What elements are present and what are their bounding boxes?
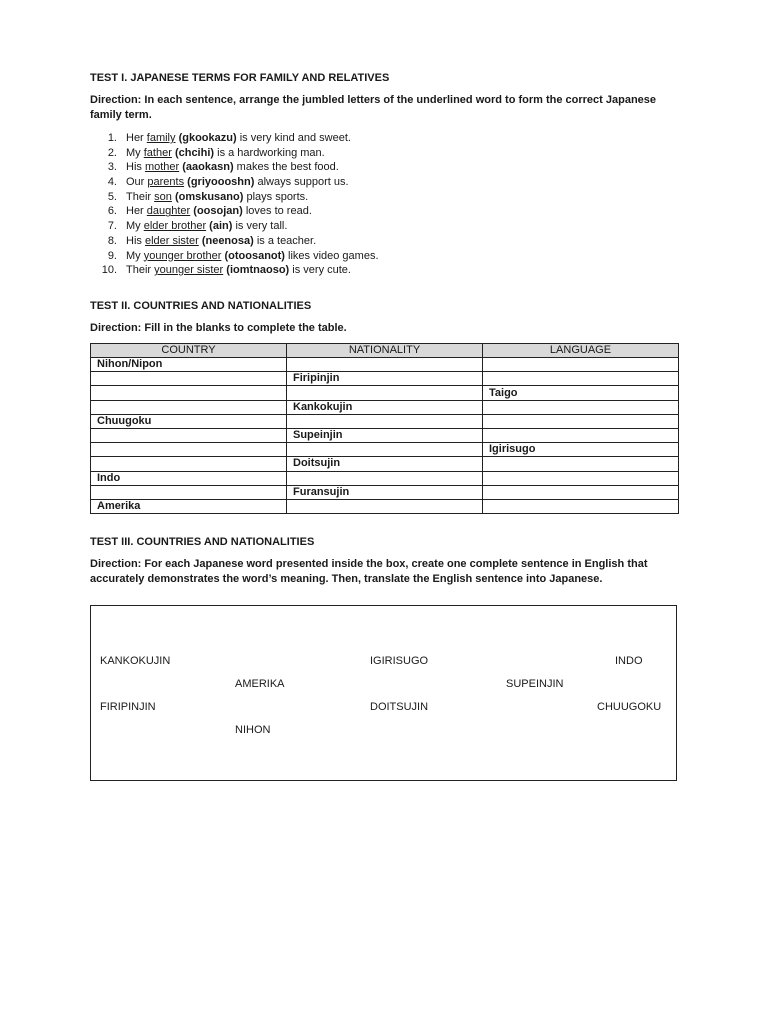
list-item: 8. His elder sister (neenosa) is a teacher. <box>107 234 317 247</box>
test3-direction: Direction: For each Japanese word presented inside the box, create one complete sentence in English that accurately demonstrates the word’s meaning. Then, translate the English sentence into Japanese. <box>90 558 648 586</box>
col-header-nationality: NATIONALITY <box>287 343 483 357</box>
table-row <box>91 485 679 499</box>
country-cell[interactable]: Nihon/Nipon <box>91 358 287 372</box>
word-nihon: NIHON <box>235 724 271 736</box>
jumbled-word: (iomtnaoso) <box>226 264 290 277</box>
table-row <box>91 386 679 400</box>
country-cell[interactable]: Chuugoku <box>91 414 287 428</box>
list-item: 9. My younger brother (otoosanot) likes video games. <box>107 249 379 262</box>
nationality-table <box>90 343 679 514</box>
list-item: 5. Their son (omskusano) plays sports. <box>107 190 309 203</box>
jumbled-word: (omskusano) <box>174 190 244 203</box>
language-cell[interactable] <box>483 485 679 499</box>
underlined-term: mother <box>144 161 180 174</box>
language-cell[interactable] <box>483 471 679 485</box>
table-row <box>91 443 679 457</box>
word-igirisugo: IGIRISUGO <box>370 655 429 667</box>
table-row <box>91 414 679 428</box>
country-cell[interactable]: Indo <box>91 471 287 485</box>
jumbled-word: (chcihi) <box>174 146 215 159</box>
test1-title: TEST I. JAPANESE TERMS FOR FAMILY AND RELATIVES <box>90 72 390 84</box>
underlined-term: daughter <box>146 205 191 218</box>
nationality-cell[interactable] <box>287 386 483 400</box>
jumbled-word: (otoosanot) <box>224 249 285 262</box>
language-cell[interactable] <box>483 372 679 386</box>
country-cell[interactable]: Amerika <box>91 499 287 513</box>
word-doitsujin: DOITSUJIN <box>370 701 429 713</box>
jumbled-word: (ain) <box>209 220 233 233</box>
worksheet <box>90 72 678 736</box>
test2-direction: Direction: Fill in the blanks to complete the table. <box>90 321 347 334</box>
word-chuugoku: CHUUGOKU <box>597 701 662 713</box>
table-header-row <box>91 343 679 357</box>
table-row <box>91 372 679 386</box>
test2-title: TEST II. COUNTRIES AND NATIONALITIES <box>90 299 312 312</box>
table-row <box>91 400 679 414</box>
col-header-country: COUNTRY <box>91 343 287 357</box>
nationality-cell[interactable] <box>287 499 483 513</box>
language-cell[interactable] <box>483 429 679 443</box>
list-item: 7. My elder brother (ain) is very tall. <box>107 220 288 233</box>
language-cell[interactable] <box>483 499 679 513</box>
country-cell[interactable] <box>91 485 287 499</box>
word-box <box>90 605 677 781</box>
nationality-cell[interactable]: Doitsujin <box>287 457 483 471</box>
nationality-cell[interactable] <box>287 443 483 457</box>
underlined-term: father <box>143 146 172 159</box>
country-cell[interactable] <box>91 372 287 386</box>
list-item: 2. My father (chcihi) is a hardworking man. <box>107 146 325 159</box>
nationality-cell[interactable]: Supeinjin <box>287 429 483 443</box>
table-row <box>91 429 679 443</box>
nationality-cell[interactable] <box>287 358 483 372</box>
list-item: 10. Their younger sister (iomtnaoso) is very cute. <box>101 264 351 277</box>
language-cell[interactable]: Igirisugo <box>483 443 679 457</box>
underlined-term: family <box>146 132 176 144</box>
nationality-cell[interactable]: Kankokujin <box>287 400 483 414</box>
underlined-term: younger brother <box>143 249 222 262</box>
list-item: 4. Our parents (griyoooshn) always support us. <box>107 176 349 189</box>
nationality-cell[interactable] <box>287 471 483 485</box>
underlined-term: son <box>154 190 172 203</box>
language-cell[interactable] <box>483 414 679 428</box>
table-row <box>91 471 679 485</box>
jumbled-word: (griyoooshn) <box>187 176 255 189</box>
country-cell[interactable] <box>91 386 287 400</box>
list-item: 6. Her daughter (oosojan) loves to read. <box>107 205 312 218</box>
test1-direction: Direction: In each sentence, arrange the jumbled letters of the underlined word to form the correct Japanese family term. <box>90 94 657 121</box>
underlined-term: elder brother <box>143 220 207 233</box>
country-cell[interactable] <box>91 429 287 443</box>
word-firipinjin: FIRIPINJIN <box>100 701 156 713</box>
jumbled-word: (gkookazu) <box>178 132 237 144</box>
country-cell[interactable] <box>91 400 287 414</box>
list-item: 1. Her family (gkookazu) is very kind and sweet. <box>107 132 351 144</box>
col-header-language: LANGUAGE <box>483 343 679 357</box>
nationality-cell[interactable] <box>287 414 483 428</box>
language-cell[interactable] <box>483 400 679 414</box>
table-row <box>91 457 679 471</box>
test3-title: TEST III. COUNTRIES AND NATIONALITIES <box>90 536 315 549</box>
language-cell[interactable] <box>483 358 679 372</box>
word-indo: INDO <box>615 655 643 667</box>
country-cell[interactable] <box>91 457 287 471</box>
language-cell[interactable] <box>483 457 679 471</box>
jumbled-word: (neenosa) <box>201 234 254 247</box>
underlined-term: elder sister <box>144 234 199 247</box>
test1-item-list <box>90 131 678 278</box>
word-amerika: AMERIKA <box>235 678 285 690</box>
list-item: 3. His mother (aaokasn) makes the best food. <box>107 161 339 174</box>
underlined-term: younger sister <box>154 264 224 277</box>
nationality-cell[interactable]: Furansujin <box>287 485 483 499</box>
underlined-term: parents <box>147 176 185 189</box>
country-cell[interactable] <box>91 443 287 457</box>
table-row <box>91 499 679 513</box>
word-kankokujin: KANKOKUJIN <box>100 655 171 667</box>
table-row <box>91 358 679 372</box>
nationality-cell[interactable]: Firipinjin <box>287 372 483 386</box>
word-supeinjin: SUPEINJIN <box>506 678 564 690</box>
language-cell[interactable]: Taigo <box>483 386 679 400</box>
jumbled-word: (oosojan) <box>193 205 243 218</box>
jumbled-word: (aaokasn) <box>182 161 234 174</box>
